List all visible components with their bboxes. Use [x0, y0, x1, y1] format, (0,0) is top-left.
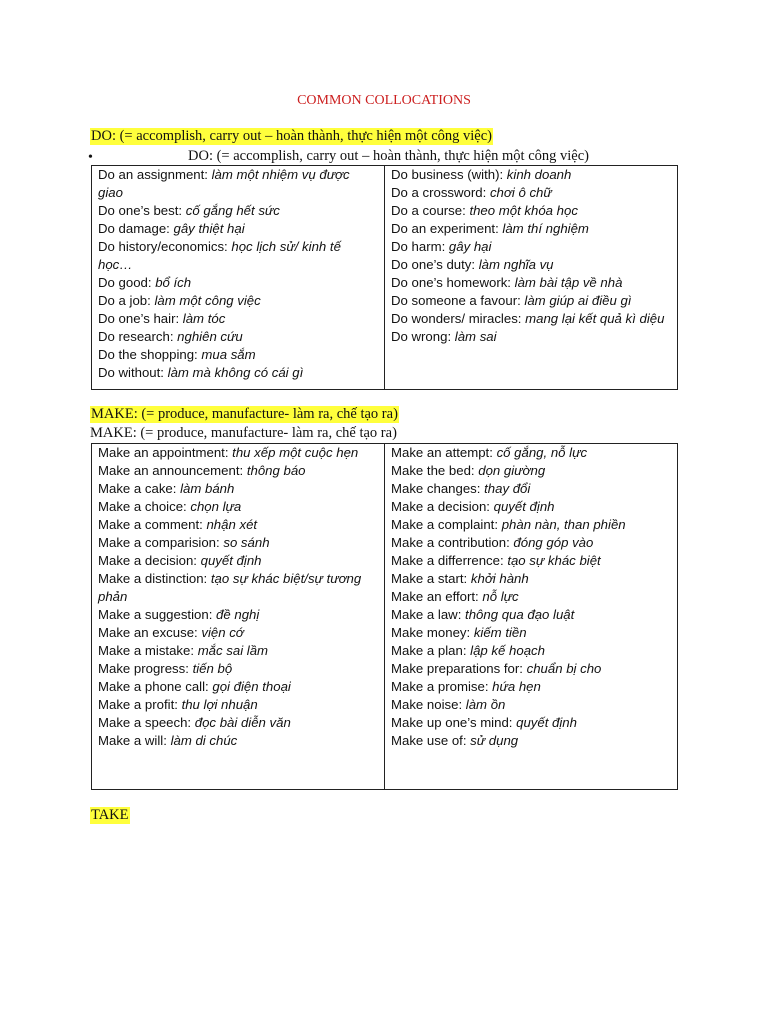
collocation-entry: [391, 166, 671, 184]
collocation-vietnamese: chơi ô chữ: [489, 185, 552, 200]
collocation-vietnamese: chọn lựa: [190, 499, 242, 514]
collocation-english: Do harm:: [391, 239, 449, 254]
collocation-english: Make a phone call:: [98, 679, 213, 694]
collocation-entry: [391, 678, 671, 696]
collocation-english: Make preparations for:: [391, 661, 527, 676]
collocation-entry: [98, 642, 378, 660]
collocation-english: Make up one’s mind:: [391, 715, 517, 730]
collocation-english: Make a law:: [391, 607, 466, 622]
collocation-english: Make a comment:: [98, 517, 207, 532]
collocation-english: Make a plan:: [391, 643, 471, 658]
collocation-vietnamese: quyết định: [493, 499, 555, 514]
collocation-vietnamese: khởi hành: [470, 571, 529, 586]
collocation-entry: [98, 462, 378, 480]
collocation-english: Do research:: [98, 329, 178, 344]
collocation-english: Do a job:: [98, 293, 155, 308]
collocation-vietnamese: quyết định: [516, 715, 577, 730]
collocation-entry: [391, 588, 671, 606]
collocation-english: Do history/economics:: [98, 239, 232, 254]
collocation-entry: [391, 606, 671, 624]
collocation-entry: [391, 498, 671, 516]
collocation-vietnamese: làm bài tập về nhà: [514, 275, 623, 290]
collocation-entry: [391, 310, 671, 328]
collocation-entry: [98, 292, 378, 310]
collocation-vietnamese: bổ ích: [155, 275, 192, 290]
collocation-vietnamese: mang lại kết quả kì diệu: [525, 311, 665, 326]
collocation-vietnamese: gọi điện thoại: [212, 679, 291, 694]
bullet-icon: •: [88, 150, 93, 165]
collocation-vietnamese: thu lợi nhuận: [181, 697, 258, 712]
collocation-vietnamese: đọc bài diễn văn: [194, 715, 291, 730]
collocation-english: Make an excuse:: [98, 625, 202, 640]
collocation-vietnamese: tạo sự khác biệt: [507, 553, 601, 568]
collocation-english: Do one’s duty:: [391, 257, 479, 272]
collocation-vietnamese: gây thiệt hại: [173, 221, 245, 236]
collocation-english: Make a suggestion:: [98, 607, 217, 622]
collocation-vietnamese: làm mà không có cái gì: [167, 365, 304, 380]
collocation-english: Make a speech:: [98, 715, 195, 730]
collocation-vietnamese: mắc sai lầm: [197, 643, 269, 658]
collocation-entry: [98, 310, 378, 328]
collocation-entry: [391, 184, 671, 202]
collocation-english: Do an assignment:: [98, 167, 212, 182]
collocation-entry: [98, 444, 378, 462]
collocation-entry: [98, 328, 378, 346]
collocation-entry: [98, 202, 378, 220]
collocation-vietnamese: thông qua đạo luật: [465, 607, 575, 622]
collocation-entry: [391, 444, 671, 462]
collocation-vietnamese: dọn giường: [478, 463, 546, 478]
collocation-entry: [391, 292, 671, 310]
collocation-vietnamese: làm nghĩa vụ: [478, 257, 554, 272]
collocation-entry: [98, 732, 378, 750]
collocation-english: Make changes:: [391, 481, 485, 496]
collocation-english: Do business (with):: [391, 167, 507, 182]
collocation-entry: [98, 238, 378, 274]
collocation-entry: [98, 498, 378, 516]
collocation-english: Do one’s hair:: [98, 311, 183, 326]
collocation-english: Make noise:: [391, 697, 466, 712]
collocation-english: Make a comparision:: [98, 535, 224, 550]
collocation-vietnamese: hứa hẹn: [492, 679, 541, 694]
collocation-vietnamese: làm sai: [454, 329, 497, 344]
collocation-entry: [98, 220, 378, 238]
collocation-entry: [98, 606, 378, 624]
collocation-vietnamese: nghiên cứu: [177, 329, 243, 344]
collocation-entry: [391, 660, 671, 678]
collocation-entry: [391, 624, 671, 642]
take-heading: TAKE: [91, 807, 129, 823]
make-right-column: [385, 444, 678, 790]
collocation-english: Make a will:: [98, 733, 171, 748]
collocation-english: Do good:: [98, 275, 156, 290]
collocation-entry: [98, 346, 378, 364]
collocation-english: Make a contribution:: [391, 535, 514, 550]
collocation-vietnamese: làm bánh: [180, 481, 235, 496]
collocation-entry: [391, 570, 671, 588]
make-heading: MAKE: (= produce, manufacture- làm ra, chế tạo ra): [91, 406, 398, 422]
collocation-entry: [98, 480, 378, 498]
collocation-vietnamese: làm tóc: [182, 311, 226, 326]
make-subheading: MAKE: (= produce, manufacture- làm ra, chế tạo ra): [90, 425, 397, 441]
collocation-vietnamese: thông báo: [246, 463, 306, 478]
collocation-vietnamese: đóng góp vào: [513, 535, 594, 550]
collocation-entry: [391, 238, 671, 256]
collocation-english: Do a course:: [391, 203, 470, 218]
collocation-entry: [391, 732, 671, 750]
collocation-english: Do without:: [98, 365, 168, 380]
collocation-english: Make a differrence:: [391, 553, 508, 568]
collocation-vietnamese: thu xếp một cuộc hẹn: [232, 445, 359, 460]
collocation-entry: [391, 696, 671, 714]
collocation-english: Do the shopping:: [98, 347, 202, 362]
collocation-english: Make a distinction:: [98, 571, 211, 586]
collocation-entry: [391, 274, 671, 292]
collocation-vietnamese: mua sắm: [201, 347, 256, 362]
collocation-vietnamese: làm di chúc: [170, 733, 238, 748]
collocation-vietnamese: thay đổi: [484, 481, 531, 496]
collocation-vietnamese: gây hại: [448, 239, 492, 254]
collocation-vietnamese: nỗ lực: [482, 589, 519, 604]
collocation-entry: [98, 552, 378, 570]
collocation-entry: [98, 660, 378, 678]
collocation-vietnamese: tiến bộ: [192, 661, 233, 676]
collocation-vietnamese: kiếm tiền: [473, 625, 527, 640]
collocation-english: Make the bed:: [391, 463, 479, 478]
collocation-entry: [98, 274, 378, 292]
do-collocation-table: [91, 165, 678, 390]
page-title: COMMON COLLOCATIONS: [297, 93, 471, 108]
collocation-vietnamese: cố gắng hết sức: [185, 203, 280, 218]
do-heading: DO: (= accomplish, carry out – hoàn thành, thực hiện một công việc): [91, 128, 492, 144]
collocation-english: Make a cake:: [98, 481, 181, 496]
collocation-vietnamese: làm một nhiệm vụ được giao: [98, 167, 350, 200]
collocation-vietnamese: cố gắng, nỗ lực: [496, 445, 588, 460]
collocation-english: Do wonders/ miracles:: [391, 311, 526, 326]
collocation-vietnamese: lập kế hoạch: [470, 643, 545, 658]
collocation-english: Make an announcement:: [98, 463, 247, 478]
collocation-vietnamese: kinh doanh: [506, 167, 572, 182]
collocation-vietnamese: viện cớ: [201, 625, 244, 640]
collocation-english: Make use of:: [391, 733, 471, 748]
collocation-entry: [391, 220, 671, 238]
collocation-english: Do someone a favour:: [391, 293, 525, 308]
collocation-entry: [98, 678, 378, 696]
collocation-entry: [98, 516, 378, 534]
collocation-english: Make a profit:: [98, 697, 182, 712]
collocation-entry: [391, 256, 671, 274]
collocation-entry: [391, 462, 671, 480]
collocation-entry: [98, 696, 378, 714]
collocation-entry: [391, 552, 671, 570]
collocation-english: Make a mistake:: [98, 643, 198, 658]
collocation-english: Make a complaint:: [391, 517, 502, 532]
collocation-vietnamese: làm giúp ai điều gì: [524, 293, 632, 308]
collocation-english: Do wrong:: [391, 329, 455, 344]
collocation-entry: [98, 624, 378, 642]
collocation-english: Make a decision:: [391, 499, 494, 514]
make-left-column: [92, 444, 385, 790]
collocation-entry: [98, 166, 378, 202]
collocation-vietnamese: chuẩn bị cho: [526, 661, 602, 676]
collocation-vietnamese: tạo sự khác biệt/sự tương phản: [98, 571, 362, 604]
collocation-vietnamese: học lịch sử/ kinh tế học…: [98, 239, 341, 272]
collocation-vietnamese: sử dụng: [470, 733, 519, 748]
collocation-english: Do one’s best:: [98, 203, 186, 218]
collocation-entry: [98, 570, 378, 606]
collocation-entry: [391, 328, 671, 346]
make-collocation-table: [91, 443, 678, 790]
do-right-column: [385, 166, 678, 390]
collocation-entry: [391, 202, 671, 220]
collocation-entry: [98, 714, 378, 732]
collocation-english: Make a start:: [391, 571, 471, 586]
collocation-vietnamese: quyết định: [200, 553, 262, 568]
collocation-english: Make money:: [391, 625, 474, 640]
do-left-column: [92, 166, 385, 390]
collocation-entry: [391, 642, 671, 660]
collocation-vietnamese: nhận xét: [206, 517, 258, 532]
collocation-english: Make an effort:: [391, 589, 483, 604]
collocation-vietnamese: phàn nàn, than phiền: [501, 517, 626, 532]
collocation-entry: [98, 534, 378, 552]
collocation-vietnamese: làm thí nghiệm: [502, 221, 589, 236]
collocation-vietnamese: đề nghị: [216, 607, 260, 622]
collocation-vietnamese: so sánh: [223, 535, 270, 550]
collocation-vietnamese: làm ồn: [465, 697, 506, 712]
collocation-entry: [391, 480, 671, 498]
collocation-english: Make progress:: [98, 661, 193, 676]
collocation-entry: [391, 714, 671, 732]
collocation-english: Make a decision:: [98, 553, 201, 568]
collocation-vietnamese: làm một công việc: [154, 293, 261, 308]
collocation-english: Make an appointment:: [98, 445, 233, 460]
collocation-entry: [391, 534, 671, 552]
collocation-entry: [391, 516, 671, 534]
collocation-english: Make a choice:: [98, 499, 191, 514]
collocation-english: Do a crossword:: [391, 185, 490, 200]
collocation-vietnamese: theo một khóa học: [469, 203, 578, 218]
collocation-entry: [98, 364, 378, 382]
collocation-english: Make an attempt:: [391, 445, 497, 460]
do-subheading: DO: (= accomplish, carry out – hoàn thành, thực hiện một công việc): [188, 148, 589, 164]
collocation-english: Do one’s homework:: [391, 275, 515, 290]
collocation-english: Do damage:: [98, 221, 174, 236]
collocation-english: Make a promise:: [391, 679, 493, 694]
collocation-english: Do an experiment:: [391, 221, 503, 236]
